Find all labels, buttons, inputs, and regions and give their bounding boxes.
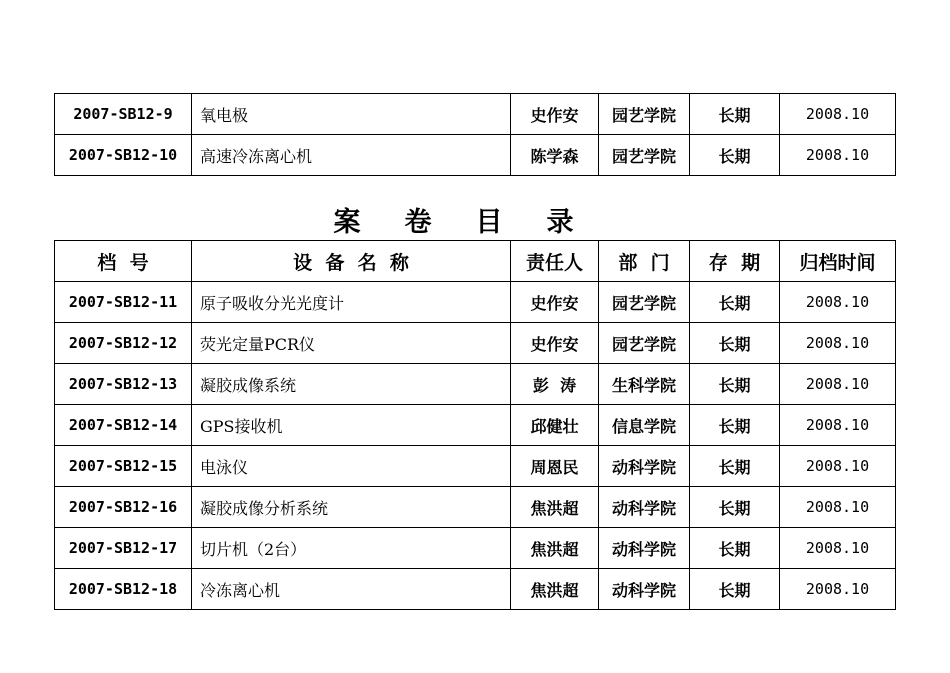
file-number: 2007-SB12-11 [55,282,192,323]
equipment-name: 凝胶成像系统 [192,364,511,405]
file-number: 2007-SB12-10 [55,135,192,176]
header-file-number: 档 号 [55,241,192,282]
page-title: 案卷目录 [333,207,618,238]
equipment-name: GPS接收机 [192,405,511,446]
header-department: 部 门 [599,241,690,282]
header-responsible-person: 责任人 [511,241,599,282]
retention-period: 长期 [690,135,780,176]
department: 园艺学院 [599,323,690,364]
responsible-person: 周恩民 [511,446,599,487]
responsible-person: 史作安 [511,282,599,323]
equipment-name: 原子吸收分光光度计 [192,282,511,323]
department: 动科学院 [599,528,690,569]
catalog-table [54,240,896,610]
table-row [55,405,896,446]
department: 园艺学院 [599,94,690,135]
table-row [55,282,896,323]
file-number: 2007-SB12-13 [55,364,192,405]
table-row [55,569,896,610]
equipment-name: 高速冷冻离心机 [192,135,511,176]
file-number: 2007-SB12-12 [55,323,192,364]
archive-date: 2008.10 [780,94,896,135]
department: 园艺学院 [599,135,690,176]
retention-period: 长期 [690,528,780,569]
retention-period: 长期 [690,446,780,487]
retention-period: 长期 [690,487,780,528]
department: 动科学院 [599,446,690,487]
header-archive-date: 归档时间 [780,241,896,282]
archive-date: 2008.10 [780,446,896,487]
department: 动科学院 [599,569,690,610]
file-number: 2007-SB12-14 [55,405,192,446]
equipment-name: 切片机（2台） [192,528,511,569]
archive-date: 2008.10 [780,528,896,569]
responsible-person: 邱健壮 [511,405,599,446]
file-number: 2007-SB12-17 [55,528,192,569]
table-row [55,135,896,176]
table-header-row [55,241,896,282]
file-number: 2007-SB12-18 [55,569,192,610]
archive-date: 2008.10 [780,487,896,528]
table-row [55,364,896,405]
responsible-person: 陈学森 [511,135,599,176]
retention-period: 长期 [690,405,780,446]
department: 园艺学院 [599,282,690,323]
equipment-name: 冷冻离心机 [192,569,511,610]
department: 信息学院 [599,405,690,446]
department: 动科学院 [599,487,690,528]
equipment-name: 电泳仪 [192,446,511,487]
table-row [55,94,896,135]
archive-date: 2008.10 [780,282,896,323]
header-retention-period: 存 期 [690,241,780,282]
responsible-person: 史作安 [511,323,599,364]
equipment-name: 氧电极 [192,94,511,135]
continued-table [54,93,896,176]
responsible-person: 焦洪超 [511,487,599,528]
file-number: 2007-SB12-15 [55,446,192,487]
responsible-person: 史作安 [511,94,599,135]
retention-period: 长期 [690,323,780,364]
archive-date: 2008.10 [780,364,896,405]
table-row [55,446,896,487]
file-number: 2007-SB12-9 [55,94,192,135]
retention-period: 长期 [690,282,780,323]
equipment-name: 凝胶成像分析系统 [192,487,511,528]
responsible-person: 彭 涛 [511,364,599,405]
archive-date: 2008.10 [780,405,896,446]
table-row [55,323,896,364]
retention-period: 长期 [690,569,780,610]
table-row [55,487,896,528]
equipment-name: 荧光定量PCR仪 [192,323,511,364]
archive-date: 2008.10 [780,323,896,364]
responsible-person: 焦洪超 [511,528,599,569]
archive-date: 2008.10 [780,569,896,610]
archive-date: 2008.10 [780,135,896,176]
table-row [55,528,896,569]
responsible-person: 焦洪超 [511,569,599,610]
department: 生科学院 [599,364,690,405]
retention-period: 长期 [690,94,780,135]
retention-period: 长期 [690,364,780,405]
file-number: 2007-SB12-16 [55,487,192,528]
header-equipment-name: 设 备 名 称 [192,241,511,282]
